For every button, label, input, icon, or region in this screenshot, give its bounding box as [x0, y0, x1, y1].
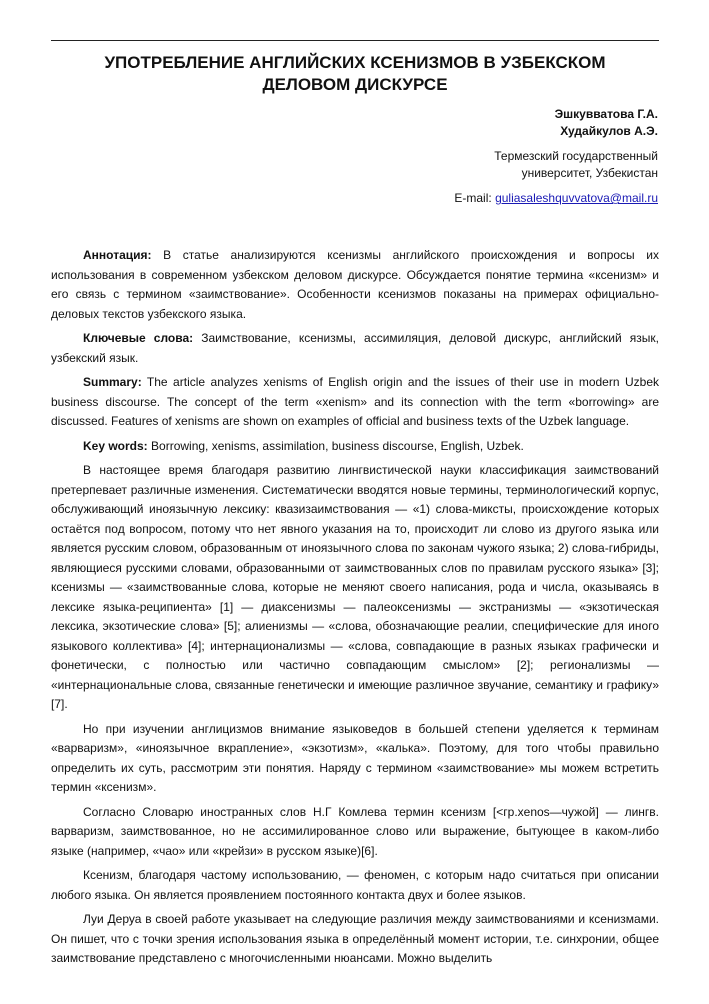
- author-1: Эшкувватова Г.А.: [554, 107, 658, 121]
- header-rule: [51, 40, 659, 41]
- body-paragraph: Но при изучении англицизмов внимание языковедов в большей степени уделяется к терминам «варваризм», «иноязычное вкрапление», «экзотизм», «калька». Поэтому, для того чтобы правильно определить их суть, рассмотрим эти понятия. Наряду с термином «заимствование» мы можем встретить термин «ксенизм».: [51, 721, 659, 794]
- affiliation-line-2: университет, Узбекистан: [521, 166, 658, 180]
- keywords-ru-text: Заимствование, ксенизмы, ассимиляция, деловой дискурс, английский язык, узбекский язык.: [51, 331, 659, 365]
- summary-paragraph: [51, 373, 659, 432]
- authors: [555, 106, 658, 140]
- title-line-1: УПОТРЕБЛЕНИЕ АНГЛИЙСКИХ КСЕНИЗМОВ В УЗБЕКСКОМ: [104, 53, 606, 72]
- summary-label: Summary:: [83, 375, 142, 389]
- email-label: E-mail:: [454, 191, 492, 205]
- body-paragraph: В настоящее время благодаря развитию лингвистической науки классификация заимствований претерпевает различные изменения. Систематически вводятся новые термины, терминологический корпус, обслуживающий иноязычную лексику: квазизаимствования — «1) слова-миксты, происхождение которых остаётся под вопросом, потому что нет явного указания на то, происходит ли слово из другого языка или является русским словом, образованным от иноязычного слова по законам чужого языка; 2) слова-гибриды, являющиеся русскими словами, образованными от заимствованных слов по правилам русского языка» [3]; ксенизмы — «заимствованные слова, которые не меняют своего написания, рода и числа, оказываясь в лексике языка-реципиента» [1] — диаксенизмы — палеоксенизмы — экстранизмы — «экзотическая лексика, экзотические слова» [5]; алиенизмы — «слова, обозначающие реалии, специфические для иного языкового коллектива» [4]; интернационализмы — «слова, совпадающие в разных языках графически и фонетически, с полностью или частично совпадающим смыслом» [2]; регионализмы — «интернациональные слова, связанные генетически и имеющие различное звучание, семантику и графику» [7].: [51, 463, 659, 711]
- body-paragraph: Согласно Словарю иностранных слов Н.Г Комлева термин ксенизм [<гр.xenos—чужой] — лингв. варваризм, заимствованное, но не ассимилированное слово или выражение, бытующее в каком-либо языке (например, «чао» или «крейзи» в русском языке)[6].: [51, 804, 659, 858]
- author-2: Худайкулов А.Э.: [560, 124, 658, 138]
- keywords-ru-label: Ключевые слова:: [83, 331, 194, 345]
- keywords-en-text: Borrowing, xenisms, assimilation, business discourse, English, Uzbek.: [147, 438, 524, 453]
- summary-text: The article analyzes xenisms of English origin and the issues of their use in modern Uzbek business discourse. The concept of the term «xenism» and its connection with the term «borrowing» are discussed. Features of xenisms are shown on examples of official and business texts of the Uzbek language.: [51, 375, 659, 428]
- annotation-label: Аннотация:: [83, 248, 152, 262]
- email-link[interactable]: guliasaleshquvvatova@mail.ru: [495, 191, 658, 205]
- title-line-2: ДЕЛОВОМ ДИСКУРСЕ: [262, 75, 448, 94]
- affiliation-line-1: Термезский государственный: [494, 149, 658, 163]
- article-body: [51, 246, 659, 974]
- keywords-ru-paragraph: [51, 329, 659, 368]
- keywords-en-paragraph: [51, 437, 659, 457]
- keywords-en-label: Key words:: [83, 438, 148, 453]
- email-line: [454, 190, 658, 207]
- body-paragraph: Ксенизм, благодаря частому использованию, — феномен, с которым надо считаться при описании любого языка. Он является проявлением постоянного контакта двух и более языков.: [51, 868, 659, 902]
- body-paragraph: Луи Деруа в своей работе указывает на следующие различия между заимствованиями и ксенизмами. Он пишет, что с точки зрения использования языка в определённый момент истории, т.е. синхронии, общее заимствование представлено с многочисленными нюансами. Можно выделить: [51, 912, 659, 965]
- affiliation: [494, 148, 658, 182]
- annotation-paragraph: [51, 246, 659, 324]
- annotation-text: В статье анализируются ксенизмы английского происхождения и вопросы их использования в современном узбекском деловом дискурсе. Обсуждается понятие термина «ксенизм» и его связь с термином «заимствование». Особенности ксенизмов показаны на примерах официально-деловых текстов узбекского языка.: [51, 248, 659, 321]
- paper-title: [51, 52, 659, 96]
